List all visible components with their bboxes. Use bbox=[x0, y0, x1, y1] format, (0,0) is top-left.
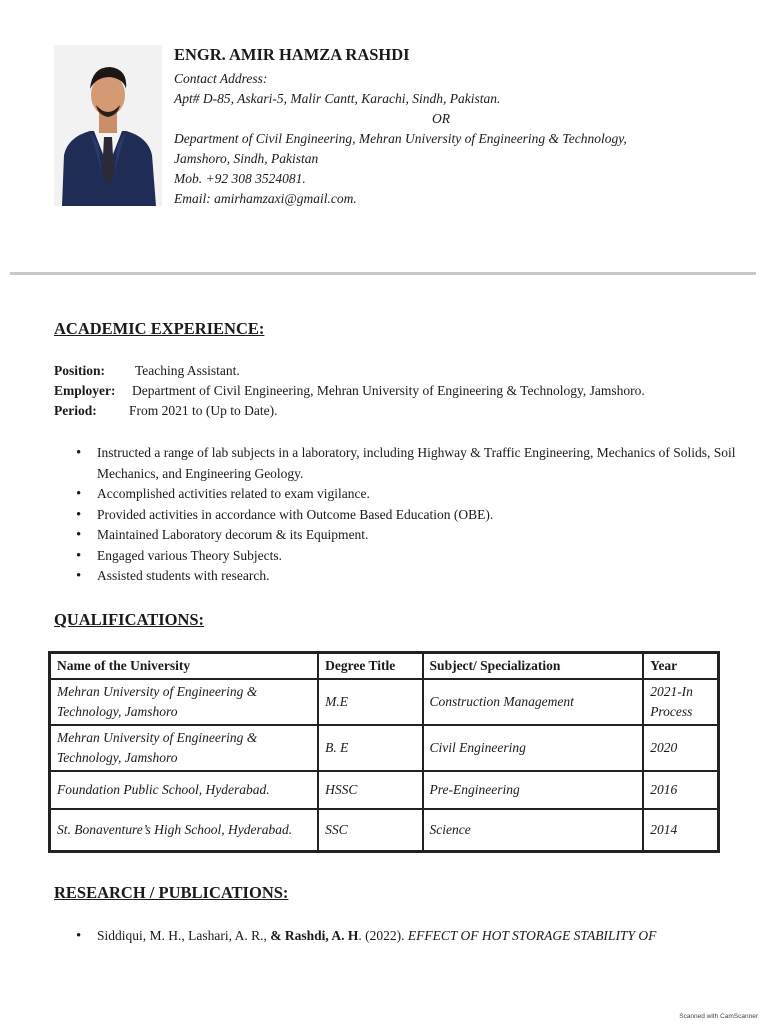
cell-degree: M.E bbox=[318, 679, 422, 725]
cell-university: Mehran University of Engineering & Technology, Jamshoro bbox=[50, 679, 318, 725]
list-item: • Maintained Laboratory decorum & its Equipment. bbox=[97, 525, 737, 546]
contact-alt-address-line-1: Department of Civil Engineering, Mehran University of Engineering & Technology, bbox=[174, 131, 627, 146]
cell-university: Foundation Public School, Hyderabad. bbox=[50, 771, 318, 809]
list-item: • Instructed a range of lab subjects in a laboratory, including Highway & Traffic Engineering, Mechanics of Solids, Soil Mechanics, and Engineering Geology. bbox=[97, 443, 737, 484]
cell-subject: Construction Management bbox=[423, 679, 644, 725]
period-label: Period: bbox=[54, 403, 97, 418]
position-label: Position: bbox=[54, 363, 106, 378]
column-header-year: Year bbox=[643, 653, 718, 679]
contact-email: Email: amirhamzaxi@gmail.com. bbox=[174, 191, 357, 206]
cell-university: St. Bonaventure’s High School, Hyderabad. bbox=[50, 809, 318, 851]
list-item: • Engaged various Theory Subjects. bbox=[97, 546, 737, 567]
period-value: From 2021 to (Up to Date). bbox=[129, 403, 278, 418]
cell-subject: Civil Engineering bbox=[423, 725, 644, 771]
contact-mobile: Mob. +92 308 3524081. bbox=[174, 171, 306, 186]
contact-address-line: Apt# D-85, Askari-5, Malir Cantt, Karachi, Sindh, Pakistan. bbox=[174, 91, 501, 106]
cell-subject: Pre-Engineering bbox=[423, 771, 644, 809]
scanner-watermark: Scanned with CamScanner bbox=[679, 1013, 758, 1020]
academic-experience-heading: ACADEMIC EXPERIENCE: bbox=[54, 319, 265, 338]
contact-address-label: Contact Address: bbox=[174, 71, 268, 86]
employer-value: Department of Civil Engineering, Mehran University of Engineering & Technology, Jamshoro. bbox=[132, 383, 645, 398]
header-divider bbox=[10, 272, 756, 275]
table-row bbox=[50, 809, 718, 851]
table-header-row bbox=[50, 653, 718, 679]
list-item: • Provided activities in accordance with Outcome Based Education (OBE). bbox=[97, 505, 737, 526]
cell-year: 2014 bbox=[643, 809, 718, 851]
publication-title: EFFECT OF HOT STORAGE STABILITY OF bbox=[407, 928, 657, 943]
cell-subject: Science bbox=[423, 809, 644, 851]
qualifications-table bbox=[48, 651, 720, 853]
employer-label: Employer: bbox=[54, 383, 116, 398]
publication-item bbox=[54, 926, 734, 946]
column-header-university: Name of the University bbox=[50, 653, 318, 679]
publication-authors: Siddiqui, M. H., Lashari, A. R., bbox=[97, 928, 271, 943]
contact-or-separator: OR bbox=[432, 111, 450, 126]
cell-year: 2021-In Process bbox=[643, 679, 718, 725]
cell-year: 2016 bbox=[643, 771, 718, 809]
qualifications-heading: QUALIFICATIONS: bbox=[54, 610, 205, 629]
period-row bbox=[54, 401, 734, 421]
contact-alt-address-line-2: Jamshoro, Sindh, Pakistan bbox=[174, 151, 319, 166]
cell-university: Mehran University of Engineering & Technology, Jamshoro bbox=[50, 725, 318, 771]
employer-row bbox=[54, 381, 734, 401]
column-header-subject: Subject/ Specialization bbox=[423, 653, 644, 679]
profile-photo bbox=[54, 45, 162, 206]
publication-year: . (2022). bbox=[358, 928, 408, 943]
position-row bbox=[54, 361, 734, 381]
column-header-degree: Degree Title bbox=[318, 653, 422, 679]
table-row bbox=[50, 725, 718, 771]
academic-duties-list bbox=[54, 443, 737, 587]
research-publications-heading: RESEARCH / PUBLICATIONS: bbox=[54, 883, 289, 902]
table-row bbox=[50, 771, 718, 809]
list-item: • Accomplished activities related to exam vigilance. bbox=[97, 484, 737, 505]
cell-degree: HSSC bbox=[318, 771, 422, 809]
cell-degree: B. E bbox=[318, 725, 422, 771]
cell-year: 2020 bbox=[643, 725, 718, 771]
list-item: • Assisted students with research. bbox=[97, 566, 737, 587]
header-contact-block bbox=[174, 45, 734, 209]
table-row bbox=[50, 679, 718, 725]
cell-degree: SSC bbox=[318, 809, 422, 851]
publication-self-author: & Rashdi, A. H bbox=[270, 928, 359, 943]
position-value: Teaching Assistant. bbox=[135, 363, 240, 378]
person-portrait-icon bbox=[54, 45, 162, 206]
candidate-name: ENGR. AMIR HAMZA RASHDI bbox=[174, 45, 410, 64]
